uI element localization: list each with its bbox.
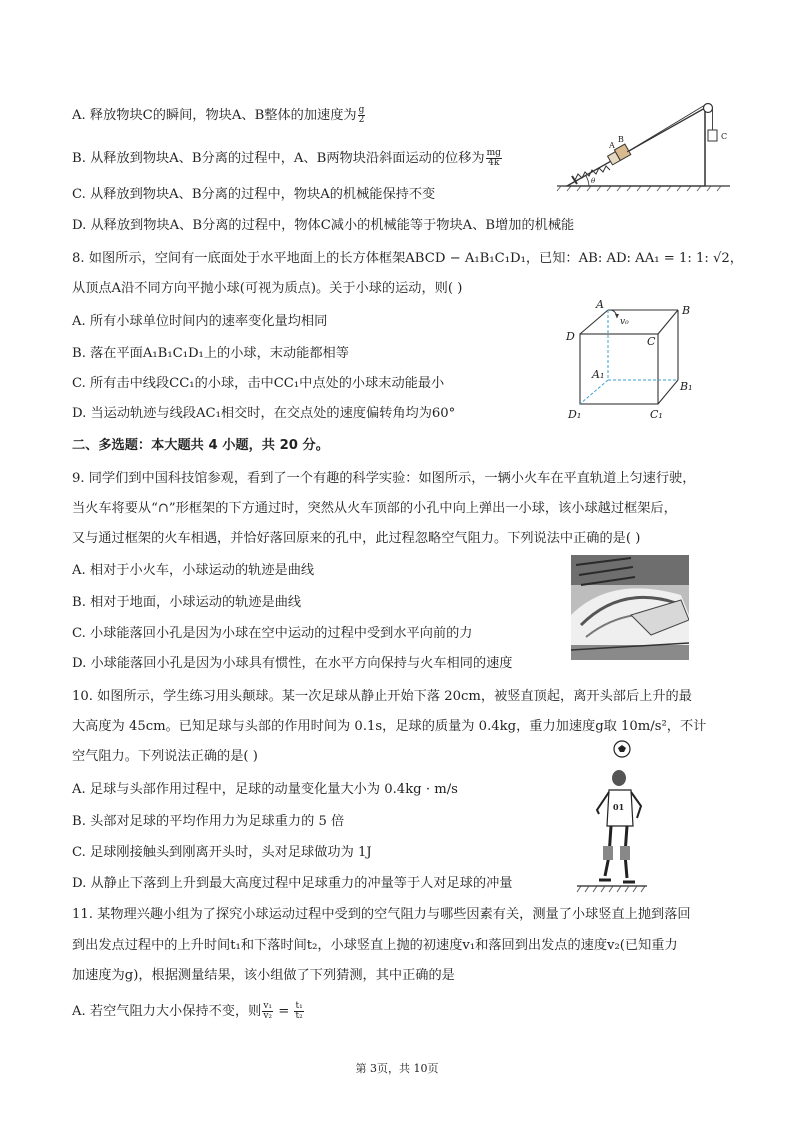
svg-text:C₁: C₁ [650, 408, 663, 421]
svg-text:D₁: D₁ [568, 408, 582, 421]
q11-stem-line3: 加速度为g)，根据测量结果，该小组做了下列猜测，其中正确的是 [72, 968, 455, 983]
q9-option-a: A. 相对于小火车，小球运动的轨迹是曲线 [72, 563, 315, 578]
q7-option-c: C. 从释放到物块A、B分离的过程中，物块A的机械能保持不变 [72, 187, 436, 202]
svg-text:θ: θ [591, 177, 596, 185]
svg-text:B: B [618, 135, 624, 144]
q8-option-c: C. 所有击中线段CC₁的小球，击中CC₁中点处的小球末动能最小 [72, 376, 445, 391]
section-title-multiple-choice: 二、多选题：本大题共 4 小题，共 20 分。 [72, 438, 329, 453]
q7-option-d: D. 从释放到物块A、B分离的过程中，物体C减小的机械能等于物块A、B增加的机械能 [72, 218, 575, 233]
svg-text:D: D [566, 330, 575, 343]
fraction: $\frac{g}{2}$ [358, 105, 365, 125]
q10-option-a: A. 足球与头部作用过程中，足球的动量变化量大小为 0.4kg · m/s [72, 782, 458, 797]
svg-text:A: A [596, 298, 604, 311]
q10-stem-line2: 大高度为 45cm。已知足球与头部的作用时间为 0.1s，足球的质量为 0.4kg，重力加速度g取 10m/s²，不计 [72, 719, 707, 734]
q8-option-b: B. 落在平面A₁B₁C₁D₁上的小球，末动能都相等 [72, 346, 349, 361]
q10-option-b: B. 头部对足球的平均作用力为足球重力的 5 倍 [72, 814, 345, 829]
q11-stem-line1: 11. 某物理兴趣小组为了探究小球运动过程中受到的空气阻力与哪些因素有关，测量了小球竖直上抛到落回 [72, 907, 691, 922]
svg-text:A₁: A₁ [592, 368, 605, 381]
train-photo [571, 555, 689, 660]
q9-stem-line2: 当火车将要从“∩”形框架的下方通过时，突然从火车顶部的小孔中向上弹出一小球，该小球越过框架后， [72, 501, 677, 516]
q11-option-a: A. 若空气阻力大小保持不变，则 $\frac{\text{v₁}}{\text{v₂}}$ = $\frac{\text{t₁}}{\text{t₂}}$ [72, 1001, 303, 1021]
q10-stem-line1: 10. 如图所示，学生练习用头颠球。某一次足球从静止开始下落 20cm，被竖直顶起，离开头部后上升的最 [72, 689, 692, 704]
fraction: $\frac{mg}{4k}$ [486, 148, 501, 168]
q10-option-d: D. 从静止下落到上升到最大高度过程中足球重力的冲量等于人对足球的冲量 [72, 876, 513, 891]
soccer-header-figure [575, 738, 650, 898]
q8-option-a: A. 所有小球单位时间内的速率变化量均相同 [72, 314, 328, 329]
svg-text:C: C [647, 335, 656, 348]
q7-option-a: A. 释放物块C的瞬间，物块A、B整体的加速度为 $\frac{g}{2}$ [72, 105, 365, 125]
svg-text:01: 01 [613, 802, 625, 812]
q9-stem-line1: 9. 同学们到中国科技馆参观，看到了一个有趣的科学实验：如图所示，一辆小火车在平直轨道上匀速行驶， [72, 471, 696, 486]
q8-option-d: D. 当运动轨迹与线段AC₁相交时，在交点处的速度偏转角均为60° [72, 406, 456, 421]
q8-stem-line1: 8. 如图所示，空间有一底面处于水平地面上的长方体框架ABCD − A₁B₁C₁D₁，已知：AB: AD: AA₁ = 1: 1: √2， [72, 251, 743, 266]
fraction: $\frac{\text{t₁}}{\text{t₂}}$ [295, 1001, 303, 1021]
q9-option-c: C. 小球能落回小孔是因为小球在空中运动的过程中受到水平向前的力 [72, 626, 473, 641]
q9-option-b: B. 相对于地面，小球运动的轨迹是曲线 [72, 595, 302, 610]
svg-text:v₀: v₀ [620, 317, 629, 327]
page-footer: 第 3页，共 10页 [355, 1062, 439, 1075]
q9-stem-line3: 又与通过框架的火车相遇，并恰好落回原来的孔中，此过程忽略空气阻力。下列说法中正确的是( ) [72, 531, 641, 546]
q7-option-b: B. 从释放到物块A、B分离的过程中，A、B两物块沿斜面运动的位移为 $\frac{mg}{4k}$ [72, 148, 501, 168]
svg-text:B: B [682, 304, 691, 317]
q10-stem-line3: 空气阻力。下列说法正确的是( ) [72, 749, 258, 764]
svg-text:C: C [721, 132, 728, 141]
q9-option-d: D. 小球能落回小孔是因为小球具有惯性，在水平方向保持与火车相同的速度 [72, 656, 513, 671]
q10-option-c: C. 足球刚接触头到刚离开头时，头对足球做功为 1J [72, 845, 372, 860]
q11-stem-line2: 到出发点过程中的上升时间t₁和下落时间t₂，小球竖直上抛的初速度v₁和落回到出发点的速度v₂(已知重力 [72, 938, 678, 953]
svg-text:A: A [609, 141, 615, 150]
svg-text:B₁: B₁ [680, 380, 693, 393]
fraction: $\frac{\text{v₁}}{\text{v₂}}$ [263, 1001, 273, 1021]
q8-stem-line2: 从顶点A沿不同方向平抛小球(可视为质点)。关于小球的运动，则( ) [72, 281, 463, 296]
incline-pulley-figure [555, 98, 735, 194]
cuboid-figure [560, 296, 700, 428]
